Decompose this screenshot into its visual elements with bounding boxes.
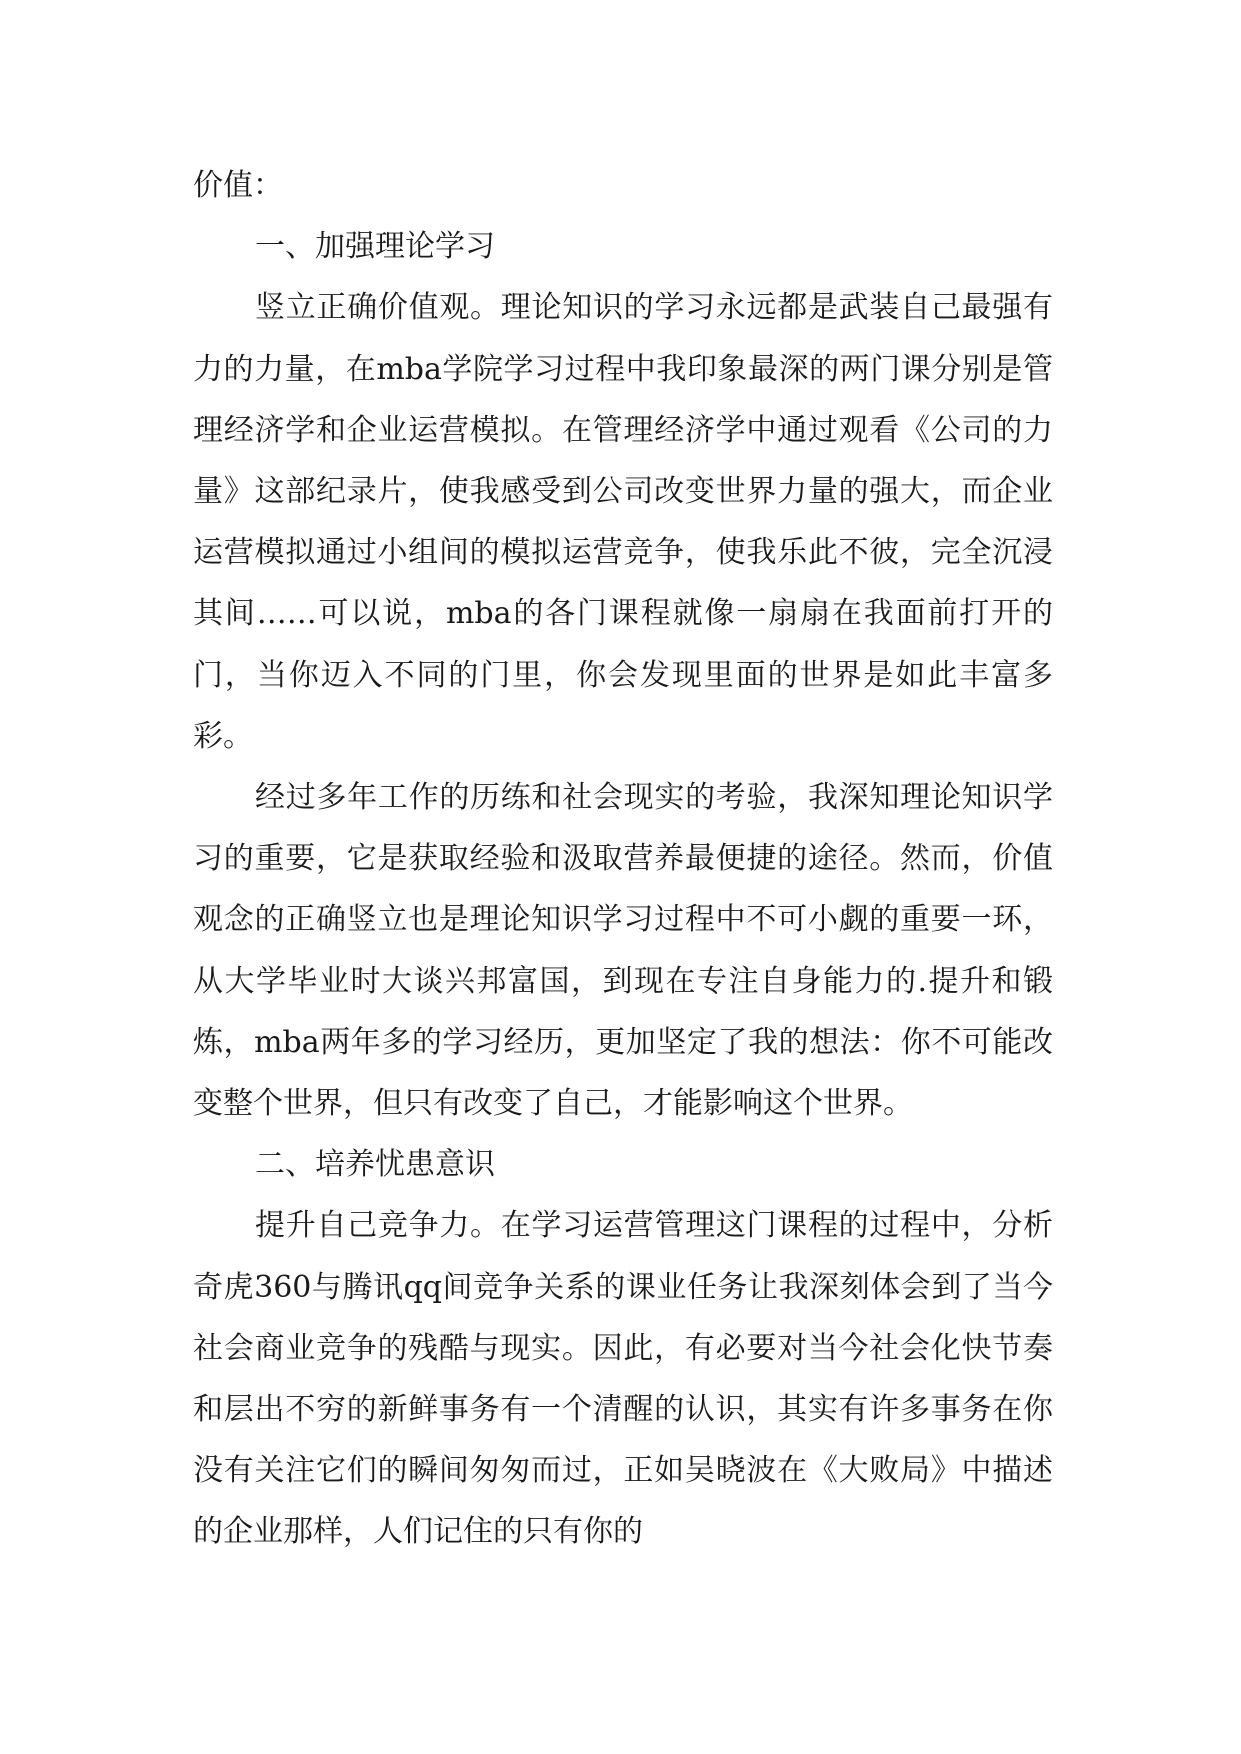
paragraph-values: 竖立正确价值观。理论知识的学习永远都是武装自己最强有力的力量，在mba学院学习过程中我印象最深的两门课分别是管理经济学和企业运营模拟。在管理经济学中通过观看《公司的力量》这部纪录片，使我感受到公司改变世界力量的强大，而企业运营模拟通过小组间的模拟运营竞争，使我乐此不彼，完全沉浸其间……可以说，mba的各门课程就像一扇扇在我面前打开的门，当你迈入不同的门里，你会发现里面的世界是如此丰富多彩。 (193, 290, 1053, 754)
paragraph-competitiveness: 提升自己竞争力。在学习运营管理这门课程的过程中，分析奇虎360与腾讯qq间竞争关系的课业任务让我深刻体会到了当今社会商业竞争的残酷与现实。因此，有必要对当今社会化快节奏和层出不穷的新鲜事务有一个清醒的认识，其实有许多事务在你没有关注它们的瞬间匆匆而过，正如吴晓波在《大败局》中描述的企业那样，人们记住的只有你的 (193, 1208, 1053, 1550)
section-heading-awareness: 二、培养忧患意识 (255, 1147, 495, 1183)
document-body (193, 155, 1053, 1563)
paragraph-value-continuation: 价值： (193, 168, 283, 203)
section-heading-theory-study: 一、加强理论学习 (255, 229, 495, 265)
paragraph-experience: 经过多年工作的历练和社会现实的考验，我深知理论知识学习的重要，它是获取经验和汲取营养最便捷的途径。然而，价值观念的正确竖立也是理论知识学习过程中不可小觑的重要一环，从大学毕业时大谈兴邦富国，到现在专注自身能力的.提升和锻炼，mba两年多的学习经历，更加坚定了我的想法：你不可能改变整个世界，但只有改变了自己，才能影响这个世界。 (193, 780, 1053, 1122)
